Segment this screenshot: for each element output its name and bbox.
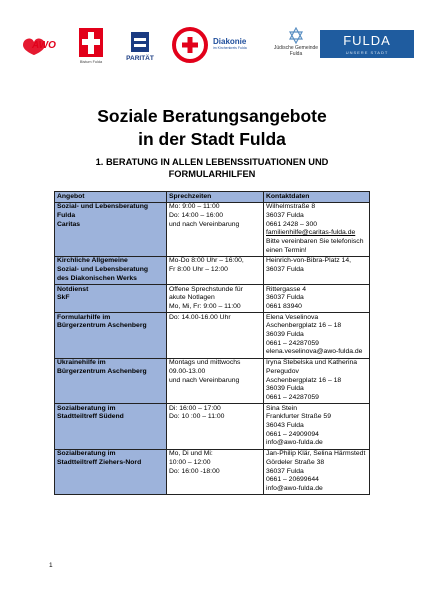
kontakt-line: 0661 – 24287059	[266, 393, 319, 401]
drk-logo	[172, 27, 208, 63]
angebot-cell	[55, 202, 167, 256]
column-header-kontaktdaten: Kontaktdaten	[264, 192, 370, 203]
zeiten-line: Mo, Mi, Fr: 9:00 – 11:00	[169, 302, 241, 310]
angebot-cell	[55, 285, 167, 313]
kontaktdaten-cell	[264, 404, 370, 450]
table-row	[55, 449, 370, 495]
page-title-line-2: in der Stadt Fulda	[138, 129, 286, 149]
zeiten-line: akute Notlagen	[169, 294, 215, 302]
zeiten-line: und nach Vereinbarung	[169, 376, 240, 384]
kontakt-line: 0661 – 24909094	[266, 430, 319, 438]
sprechzeiten-cell	[167, 358, 264, 404]
sprechzeiten-cell	[167, 256, 264, 284]
angebot-cell	[55, 449, 167, 495]
zeiten-line: Mo: 9:00 – 11:00	[169, 203, 220, 211]
zeiten-line: Offene Sprechstunde für	[169, 285, 243, 293]
kontakt-line: 0661 2428 – 300	[266, 220, 318, 228]
angebot-line: Caritas	[57, 220, 81, 228]
angebot-cell	[55, 404, 167, 450]
kontakt-line: Rittergasse 4	[266, 285, 307, 293]
kontakt-line: Aschenbergplatz 16 – 18	[266, 322, 342, 330]
paritaet-logo	[122, 30, 158, 66]
angebot-line: Sozialberatung im	[57, 404, 116, 412]
column-header-sprechzeiten: Sprechzeiten	[167, 192, 264, 203]
table-row	[55, 358, 370, 404]
caritas-logo-subtitle: Bistum Fulda	[79, 60, 103, 64]
angebot-cell	[55, 313, 167, 359]
zeiten-line: Do: 14.00-16.00 Uhr	[169, 313, 231, 321]
kontakt-line: Wilhelmstraße 8	[266, 203, 316, 211]
angebot-line: Sozialberatung im	[57, 450, 116, 458]
kontakt-line: 0661 – 20699644	[266, 476, 319, 484]
sprechzeiten-cell	[167, 313, 264, 359]
kontakt-line: 36043 Fulda	[266, 422, 304, 430]
zeiten-line: 10:00 – 12:00	[169, 458, 211, 466]
kontaktdaten-cell	[264, 449, 370, 495]
angebot-line: Formularhilfe im	[57, 313, 111, 321]
kontakt-line: Heinrich-von-Bibra-Platz 14,	[266, 257, 351, 265]
kontakt-line: 36039 Fulda	[266, 385, 304, 393]
stadt-fulda-logo-subtitle: UNSERE STADT	[345, 50, 389, 55]
kontakt-line: 0661 83940	[266, 302, 302, 310]
stadt-fulda-logo-title: FULDA	[343, 33, 391, 48]
awo-logo	[20, 34, 60, 56]
angebot-line: Bürgerzentrum Aschenberg	[57, 367, 147, 375]
kontaktdaten-cell	[264, 358, 370, 404]
section-heading-line-2: FORMULARHILFEN	[168, 169, 256, 179]
kontakt-line: Frankfurter Straße 59	[266, 413, 331, 421]
kontaktdaten-cell	[264, 285, 370, 313]
zeiten-line: 09.00-13.00	[169, 367, 206, 375]
angebot-line: des Diakonischen Werks	[57, 274, 137, 282]
zeiten-line: Do: 14:00 – 16:00	[169, 211, 224, 219]
column-header-angebot: Angebot	[55, 192, 167, 203]
angebot-cell	[55, 256, 167, 284]
kontaktdaten-cell	[264, 202, 370, 256]
kontakt-line: 36037 Fulda	[266, 467, 304, 475]
offers-table	[54, 191, 370, 495]
table-row	[55, 285, 370, 313]
zeiten-line: Montags und mittwochs	[169, 359, 241, 367]
angebot-line: Stadtteiltreff Südend	[57, 413, 124, 421]
paritaet-logo-text: PARITÄT	[126, 55, 154, 62]
email-address: elena.veselinova@awo-fulda.de	[266, 348, 363, 356]
sprechzeiten-cell	[167, 404, 264, 450]
table-header-row	[55, 192, 370, 203]
section-heading	[0, 156, 424, 180]
email-address[interactable]: familienhilfe@caritas-fulda.de	[266, 229, 356, 237]
page-title	[0, 105, 424, 151]
sprechzeiten-cell	[167, 449, 264, 495]
angebot-line: Ukrainehilfe im	[57, 359, 106, 367]
angebot-line: Fulda	[57, 211, 76, 219]
angebot-line: Stadtteiltreff Ziehers-Nord	[57, 458, 142, 466]
table-row	[55, 404, 370, 450]
kontaktdaten-cell	[264, 256, 370, 284]
juedische-gemeinde-logo-text: Jüdische Gemeinde Fulda	[273, 45, 319, 58]
kontakt-line: 0661 – 24287059	[266, 339, 319, 347]
angebot-line: Sozial- und Lebensberatung	[57, 203, 149, 211]
kontakt-line: 36037 Fulda	[266, 211, 304, 219]
table-row	[55, 202, 370, 256]
angebot-line: Notdienst	[57, 285, 89, 293]
diakonie-logo-title: Diakonie	[213, 37, 247, 46]
kontakt-line: Sina Stein	[266, 404, 297, 412]
kontakt-line: Aschenbergplatz 16 – 18	[266, 376, 342, 384]
kontaktdaten-cell	[264, 313, 370, 359]
table-row	[55, 256, 370, 284]
sprechzeiten-cell	[167, 285, 264, 313]
awo-logo-text: AWO	[32, 40, 56, 51]
kontakt-line: 36037 Fulda	[266, 266, 304, 274]
juedische-gemeinde-logo	[272, 27, 320, 67]
kontakt-line: Peregudov	[266, 367, 299, 375]
email-address: info@awo-fulda.de	[266, 439, 323, 447]
angebot-cell	[55, 358, 167, 404]
angebot-line: Sozial- und Lebensberatung	[57, 266, 149, 274]
kontakt-line: 36039 Fulda	[266, 331, 304, 339]
zeiten-line: Do: 16:00 -18:00	[169, 467, 220, 475]
offers-table-body	[55, 202, 370, 495]
caritas-logo	[72, 27, 110, 69]
kontakt-line: 36037 Fulda	[266, 294, 304, 302]
sprechzeiten-cell	[167, 202, 264, 256]
zeiten-line: Mo, Di und Mi:	[169, 450, 213, 458]
angebot-line: Bürgerzentrum Aschenberg	[57, 322, 147, 330]
zeiten-line: Fr 8:00 Uhr – 12:00	[169, 266, 228, 274]
page-title-line-1: Soziale Beratungsangebote	[97, 106, 327, 126]
stadt-fulda-logo	[320, 30, 414, 58]
zeiten-line: Mo-Do 8:00 Uhr – 16:00,	[169, 257, 244, 265]
kontakt-line: Bitte vereinbaren Sie telefonisch	[266, 238, 364, 246]
kontakt-line: Gördeler Straße 38	[266, 458, 325, 466]
diakonie-logo-subtitle: im Kirchenkreis Fulda	[213, 46, 247, 50]
page-number: 1	[49, 562, 53, 569]
kontakt-line: Iryna Stebelska und Katherina	[266, 359, 358, 367]
kontakt-line: Elena Veselinova	[266, 313, 319, 321]
diakonie-logo	[213, 36, 268, 56]
zeiten-line: Do: 10 :00 – 11:00	[169, 413, 225, 421]
angebot-line: Kirchliche Allgemeine	[57, 257, 128, 265]
section-heading-line-1: 1. BERATUNG IN ALLEN LEBENSSITUATIONEN UND	[95, 157, 329, 167]
table-row	[55, 313, 370, 359]
zeiten-line: Di: 16:00 – 17:00	[169, 404, 221, 412]
logo-strip	[0, 0, 424, 80]
kontakt-line: Jan-Philip Klär, Selina Härmstedt	[266, 450, 366, 458]
zeiten-line: und nach Vereinbarung	[169, 220, 240, 228]
angebot-line: SkF	[57, 294, 70, 302]
kontakt-line: einen Termin!	[266, 246, 307, 254]
email-address: info@awo-fulda.de	[266, 485, 323, 492]
